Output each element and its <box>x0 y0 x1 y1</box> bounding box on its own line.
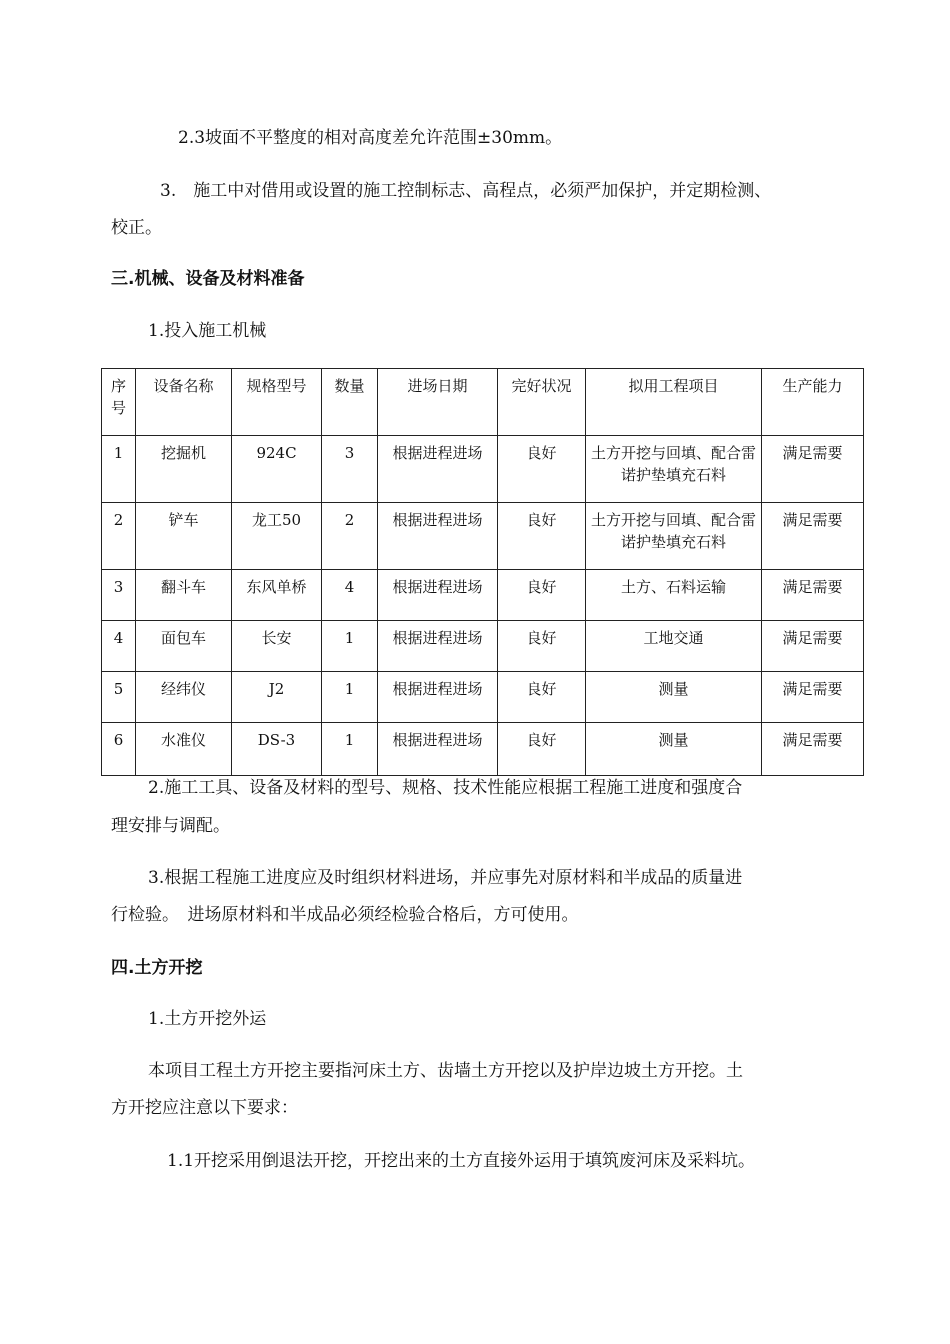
table-row <box>102 503 864 570</box>
table-row <box>102 723 864 776</box>
table-cell: 铲车 <box>136 503 232 570</box>
table-cell: 土方开挖与回填、配合雷诺护垫填充石料 <box>586 503 762 570</box>
table-cell: 1 <box>102 436 136 503</box>
header-cell: 数量 <box>322 369 378 436</box>
table-cell: 根据进程进场 <box>378 672 498 723</box>
table-cell: 水准仪 <box>136 723 232 776</box>
header-cell: 规格型号 <box>232 369 322 436</box>
table-cell: DS-3 <box>232 723 322 776</box>
table-cell: 满足需要 <box>762 503 864 570</box>
paragraph-excavation-line-1: 本项目工程土方开挖主要指河床土方、齿墙土方开挖以及护岸边坡土方开挖。土 <box>148 1061 743 1081</box>
header-cell: 序号 <box>102 369 136 436</box>
table-cell: 4 <box>322 570 378 621</box>
paragraph-2-3: 2.3坡面不平整度的相对高度差允许范围±30mm。 <box>178 128 563 148</box>
table-cell: 满足需要 <box>762 436 864 503</box>
table-cell: 工地交通 <box>586 621 762 672</box>
table-cell: 土方开挖与回填、配合雷诺护垫填充石料 <box>586 436 762 503</box>
paragraph-3-line-2: 校正。 <box>111 218 162 238</box>
table-row <box>102 621 864 672</box>
paragraph-materials-line-1: 3.根据工程施工进度应及时组织材料进场，并应事先对原材料和半成品的质量进 <box>148 868 743 888</box>
table-cell: 满足需要 <box>762 723 864 776</box>
table-cell: 1 <box>322 723 378 776</box>
table-cell: 满足需要 <box>762 672 864 723</box>
table-cell: 良好 <box>498 672 586 723</box>
table-cell: 良好 <box>498 621 586 672</box>
table-cell: 长安 <box>232 621 322 672</box>
paragraph-materials-line-2: 行检验。 进场原材料和半成品必须经检验合格后，方可使用。 <box>111 905 579 925</box>
table-cell: 良好 <box>498 723 586 776</box>
table-cell: 良好 <box>498 436 586 503</box>
table-row <box>102 570 864 621</box>
section-3-heading: 三.机械、设备及材料准备 <box>111 269 305 289</box>
table-cell: 土方、石料运输 <box>586 570 762 621</box>
subheading-excavation: 1.土方开挖外运 <box>148 1009 267 1029</box>
table-cell: 良好 <box>498 570 586 621</box>
table-cell: 根据进程进场 <box>378 723 498 776</box>
paragraph-1-1: 1.1开挖采用倒退法开挖，开挖出来的土方直接外运用于填筑废河床及采料坑。 <box>167 1151 756 1171</box>
table-cell: 924C <box>232 436 322 503</box>
table-row <box>102 672 864 723</box>
table-cell: 翻斗车 <box>136 570 232 621</box>
paragraph-tools-line-2: 理安排与调配。 <box>111 816 230 836</box>
table-cell: 6 <box>102 723 136 776</box>
header-cell: 完好状况 <box>498 369 586 436</box>
table-cell: 满足需要 <box>762 570 864 621</box>
table-cell: 面包车 <box>136 621 232 672</box>
table-cell: 2 <box>322 503 378 570</box>
header-cell: 设备名称 <box>136 369 232 436</box>
subheading-machinery: 1.投入施工机械 <box>148 321 267 341</box>
table-cell: 测量 <box>586 672 762 723</box>
header-cell: 进场日期 <box>378 369 498 436</box>
paragraph-3-line-1: 3. 施工中对借用或设置的施工控制标志、高程点，必须严加保护，并定期检测、 <box>160 181 772 201</box>
table-cell: 龙工50 <box>232 503 322 570</box>
table-cell: 根据进程进场 <box>378 436 498 503</box>
paragraph-tools-line-1: 2.施工工具、设备及材料的型号、规格、技术性能应根据工程施工进度和强度合 <box>148 778 743 798</box>
table-cell: 根据进程进场 <box>378 621 498 672</box>
table-cell: 东风单桥 <box>232 570 322 621</box>
header-cell: 拟用工程项目 <box>586 369 762 436</box>
equipment-table <box>101 368 864 776</box>
table-cell: J2 <box>232 672 322 723</box>
table-cell: 5 <box>102 672 136 723</box>
table-cell: 1 <box>322 672 378 723</box>
table-cell: 挖掘机 <box>136 436 232 503</box>
table-cell: 4 <box>102 621 136 672</box>
table-cell: 良好 <box>498 503 586 570</box>
table-cell: 根据进程进场 <box>378 570 498 621</box>
table-header-row <box>102 369 864 436</box>
table-cell: 3 <box>102 570 136 621</box>
table-cell: 根据进程进场 <box>378 503 498 570</box>
table-cell: 2 <box>102 503 136 570</box>
table-cell: 1 <box>322 621 378 672</box>
table-cell: 3 <box>322 436 378 503</box>
table-cell: 满足需要 <box>762 621 864 672</box>
table-row <box>102 436 864 503</box>
section-4-heading: 四.土方开挖 <box>111 958 203 978</box>
paragraph-excavation-line-2: 方开挖应注意以下要求： <box>111 1098 298 1118</box>
table-cell: 经纬仪 <box>136 672 232 723</box>
table-cell: 测量 <box>586 723 762 776</box>
header-cell: 生产能力 <box>762 369 864 436</box>
